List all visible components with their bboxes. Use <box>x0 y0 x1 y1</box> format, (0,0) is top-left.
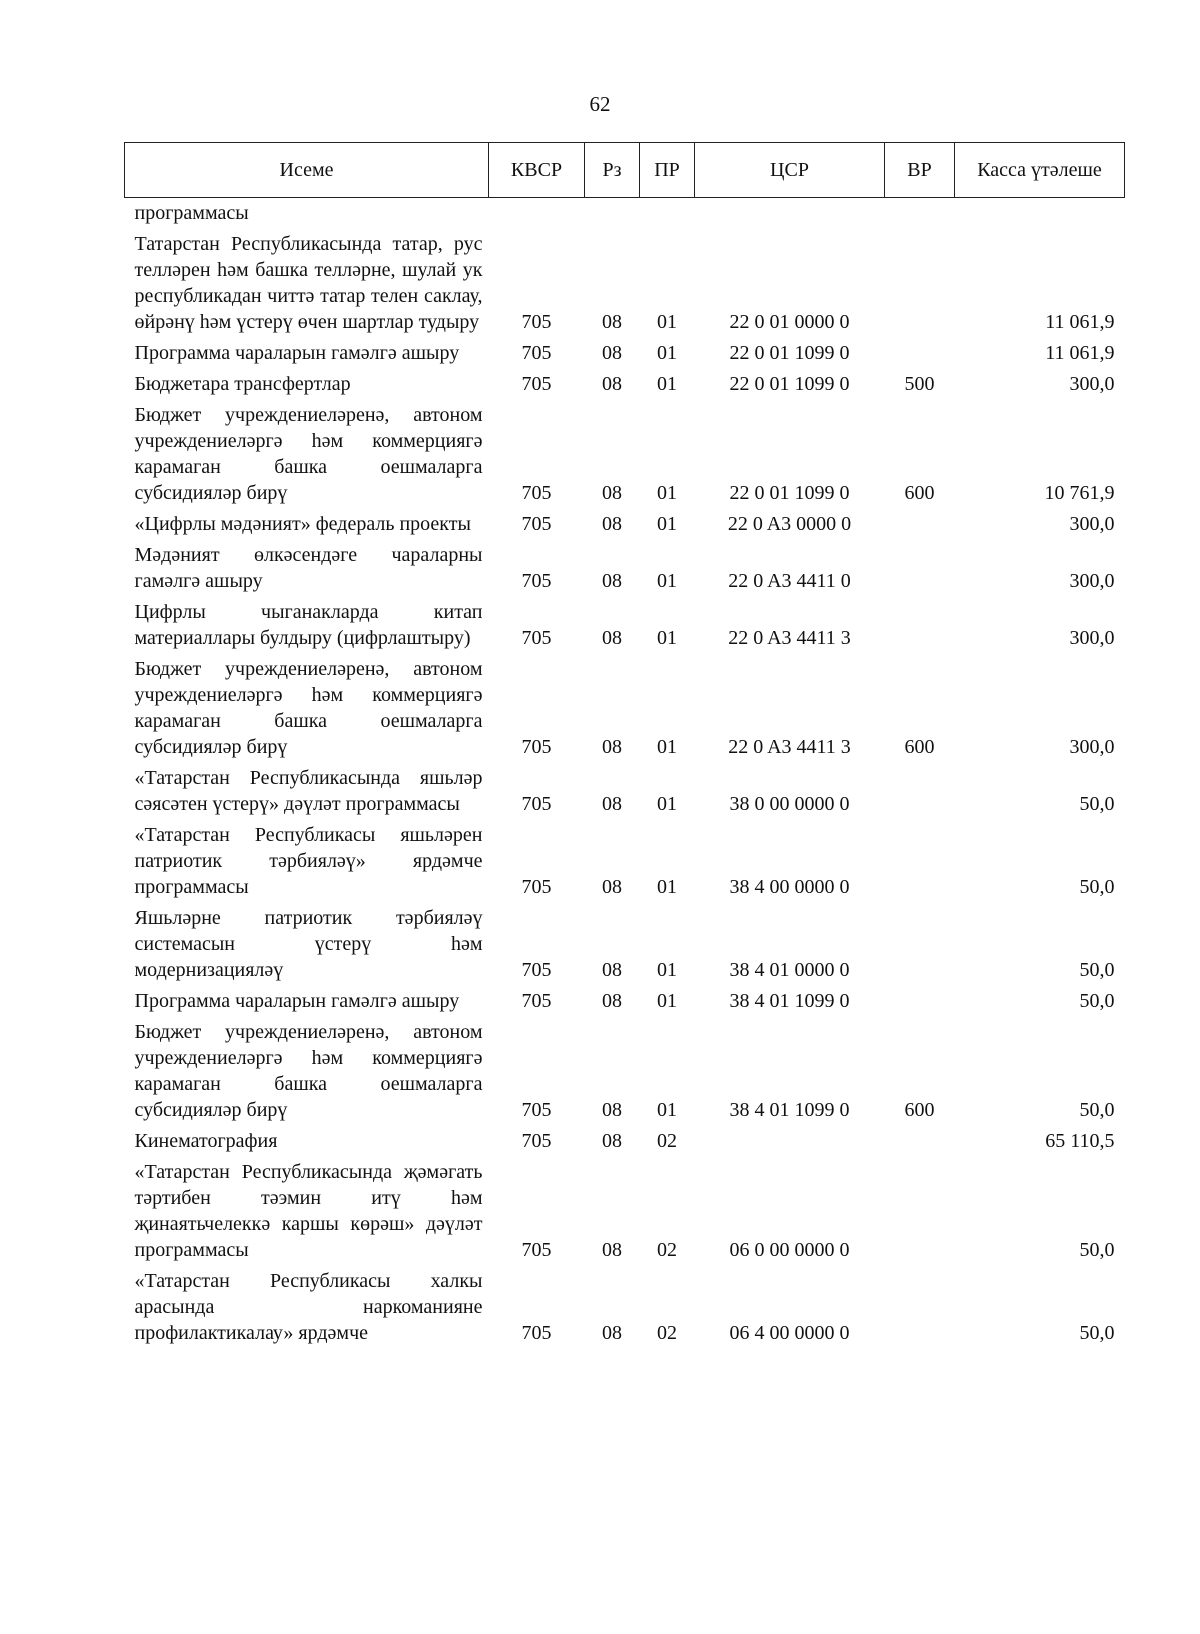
header-pr: ПР <box>640 143 695 198</box>
row-vr <box>885 509 955 540</box>
row-kvsr: 705 <box>521 1130 552 1152</box>
row-pr: 01 <box>657 311 677 333</box>
row-sum: 300,0 <box>1069 570 1115 592</box>
row-sum: 50,0 <box>1079 990 1115 1012</box>
row-kvsr: 705 <box>521 990 552 1012</box>
header-csr: ЦСР <box>695 143 885 198</box>
row-rz: 08 <box>602 1322 622 1344</box>
table-row <box>125 540 1125 597</box>
row-name: «Цифрлы мәдәният» федераль проекты <box>134 513 471 535</box>
row-kvsr: 705 <box>521 627 552 649</box>
row-pr: 02 <box>657 1239 677 1261</box>
header-vr: ВР <box>885 143 955 198</box>
row-name: «Татарстан Республикасында җәмәгать тәртибен тәэмин итү һәм җинаятьчелеккә каршы көрәш» дәүләт программасы <box>134 1161 483 1261</box>
table-row <box>125 400 1125 509</box>
row-pr: 01 <box>657 1099 677 1121</box>
row-vr: 600 <box>904 482 935 504</box>
row-name: «Татарстан Республикасында яшьләр сәясәтен үстерү» дәүләт программасы <box>134 767 483 815</box>
row-csr: 22 0 A3 4411 0 <box>728 570 851 592</box>
row-csr: 38 0 00 0000 0 <box>729 793 850 815</box>
row-sum: 50,0 <box>1079 1239 1115 1261</box>
row-kvsr: 705 <box>521 876 552 898</box>
row-name: Бюджет учреждениеләренә, автоном учреждениеләргә һәм коммерциягә карамаган башка оешмаларга субсидияләр бирү <box>134 404 483 504</box>
row-name: Бюджет учреждениеләренә, автоном учреждениеләргә һәм коммерциягә карамаган башка оешмаларга субсидияләр бирү <box>134 1021 483 1121</box>
row-pr: 01 <box>657 373 677 395</box>
header-name: Исеме <box>125 143 489 198</box>
row-pr: 02 <box>657 1322 677 1344</box>
row-rz: 08 <box>602 736 622 758</box>
row-csr: 22 0 01 1099 0 <box>729 342 850 364</box>
row-name: «Татарстан Республикасы халкы арасында наркоманияне профилактикалау» ярдәмче <box>134 1270 483 1344</box>
header-rz: Рз <box>585 143 640 198</box>
row-csr: 22 0 01 1099 0 <box>729 482 850 504</box>
row-csr: 22 0 A3 0000 0 <box>727 513 852 535</box>
table-row <box>125 509 1125 540</box>
table-row <box>125 597 1125 654</box>
row-pr: 01 <box>657 513 677 535</box>
row-name: Кинематография <box>134 1130 278 1152</box>
table-header-row <box>125 143 1125 198</box>
row-vr <box>885 986 955 1017</box>
row-sum: 50,0 <box>1079 1322 1115 1344</box>
budget-table <box>124 142 1125 1349</box>
table-row <box>125 986 1125 1017</box>
row-rz: 08 <box>602 513 622 535</box>
row-csr: 22 0 A3 4411 3 <box>728 736 851 758</box>
row-rz: 08 <box>602 570 622 592</box>
row-rz: 08 <box>602 793 622 815</box>
row-pr: 02 <box>657 1130 677 1152</box>
row-kvsr: 705 <box>521 570 552 592</box>
row-vr <box>885 597 955 654</box>
table-row <box>125 1017 1125 1126</box>
row-csr: 38 4 01 1099 0 <box>729 990 850 1012</box>
row-sum: 50,0 <box>1079 959 1115 981</box>
row-name: Программа чараларын гамәлгә ашыру <box>134 990 460 1012</box>
row-sum: 65 110,5 <box>1045 1130 1115 1152</box>
row-vr <box>885 820 955 903</box>
row-kvsr: 705 <box>521 736 552 758</box>
row-csr <box>695 1126 885 1157</box>
table-row <box>125 1266 1125 1349</box>
header-kvsr: КВСР <box>489 143 585 198</box>
header-sum: Касса үтәлеше <box>955 143 1125 198</box>
row-rz: 08 <box>602 373 622 395</box>
row-name: Программа чараларын гамәлгә ашыру <box>134 342 460 364</box>
row-name: Цифрлы чыганакларда китап материаллары булдыру (цифрлаштыру) <box>134 601 483 649</box>
row-sum: 300,0 <box>1069 373 1115 395</box>
row-kvsr: 705 <box>521 373 552 395</box>
row-pr: 01 <box>657 990 677 1012</box>
row-name: Татарстан Республикасында татар, рус телләрен һәм башка телләрне, шулай ук республикадан читтә татар телен саклау, өйрәнү һәм үстерү өчен шартлар тудыру <box>134 233 483 333</box>
row-vr <box>885 763 955 820</box>
row-csr: 38 4 00 0000 0 <box>729 876 850 898</box>
row-vr <box>885 1157 955 1266</box>
row-sum: 300,0 <box>1069 627 1115 649</box>
row-pr: 01 <box>657 627 677 649</box>
table-row <box>125 654 1125 763</box>
row-kvsr: 705 <box>521 793 552 815</box>
row-kvsr: 705 <box>521 959 552 981</box>
table-row <box>125 229 1125 338</box>
row-vr: 600 <box>904 736 935 758</box>
row-kvsr: 705 <box>521 1099 552 1121</box>
row-rz: 08 <box>602 876 622 898</box>
row-pr: 01 <box>657 793 677 815</box>
row-kvsr: 705 <box>521 342 552 364</box>
continuation-text: программасы <box>134 202 249 224</box>
row-csr: 22 0 01 1099 0 <box>729 373 850 395</box>
row-vr: 600 <box>904 1099 935 1121</box>
table-row <box>125 369 1125 400</box>
row-vr <box>885 903 955 986</box>
row-rz: 08 <box>602 1130 622 1152</box>
row-rz: 08 <box>602 627 622 649</box>
row-sum: 11 061,9 <box>1045 342 1115 364</box>
row-pr: 01 <box>657 570 677 592</box>
row-sum: 300,0 <box>1069 513 1115 535</box>
row-vr <box>885 540 955 597</box>
row-csr: 38 4 01 1099 0 <box>729 1099 850 1121</box>
table-row <box>125 903 1125 986</box>
table-row <box>125 763 1125 820</box>
row-kvsr: 705 <box>521 311 552 333</box>
row-sum: 50,0 <box>1079 793 1115 815</box>
row-csr: 38 4 01 0000 0 <box>729 959 850 981</box>
row-rz: 08 <box>602 959 622 981</box>
table-row <box>125 820 1125 903</box>
row-pr: 01 <box>657 876 677 898</box>
row-sum: 10 761,9 <box>1044 482 1115 504</box>
row-vr <box>885 1126 955 1157</box>
row-sum: 50,0 <box>1079 876 1115 898</box>
page-number: 62 <box>589 92 611 116</box>
row-pr: 01 <box>657 959 677 981</box>
row-pr: 01 <box>657 482 677 504</box>
row-sum: 11 061,9 <box>1045 311 1115 333</box>
row-sum: 50,0 <box>1079 1099 1115 1121</box>
row-csr: 22 0 01 0000 0 <box>729 311 850 333</box>
table-row <box>125 1126 1125 1157</box>
continuation-row <box>125 198 1125 230</box>
row-rz: 08 <box>602 311 622 333</box>
row-name: Мәдәният өлкәсендәге чараларны гамәлгә ашыру <box>134 544 483 592</box>
row-csr: 06 0 00 0000 0 <box>729 1239 850 1261</box>
row-vr <box>885 229 955 338</box>
row-name: «Татарстан Республикасы яшьләрен патриотик тәрбияләү» ярдәмче программасы <box>134 824 483 898</box>
row-pr: 01 <box>657 736 677 758</box>
row-rz: 08 <box>602 1099 622 1121</box>
row-csr: 06 4 00 0000 0 <box>729 1322 850 1344</box>
row-rz: 08 <box>602 482 622 504</box>
row-name: Яшьләрне патриотик тәрбияләү системасын үстерү һәм модернизацияләү <box>134 907 483 981</box>
row-csr: 22 0 A3 4411 3 <box>728 627 851 649</box>
row-pr: 01 <box>657 342 677 364</box>
row-kvsr: 705 <box>521 1239 552 1261</box>
table-row <box>125 1157 1125 1266</box>
table-row <box>125 338 1125 369</box>
row-rz: 08 <box>602 990 622 1012</box>
row-sum: 300,0 <box>1069 736 1115 758</box>
row-rz: 08 <box>602 342 622 364</box>
row-vr <box>885 1266 955 1349</box>
row-rz: 08 <box>602 1239 622 1261</box>
row-name: Бюджетара трансфертлар <box>134 373 351 395</box>
row-vr: 500 <box>904 373 935 395</box>
row-kvsr: 705 <box>521 513 552 535</box>
row-vr <box>885 338 955 369</box>
row-kvsr: 705 <box>521 1322 552 1344</box>
row-kvsr: 705 <box>521 482 552 504</box>
row-name: Бюджет учреждениеләренә, автоном учреждениеләргә һәм коммерциягә карамаган башка оешмаларга субсидияләр бирү <box>134 658 483 758</box>
